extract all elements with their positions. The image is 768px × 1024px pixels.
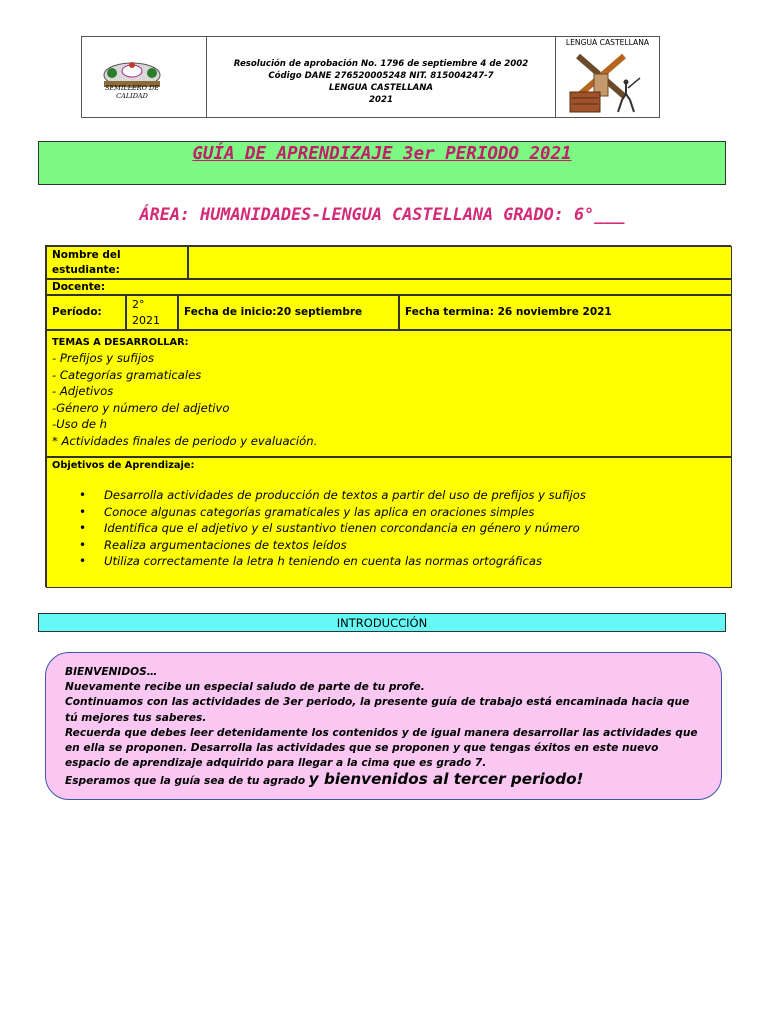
title-banner [38,141,726,185]
header-info-cell [207,37,556,117]
school-seal-text: SEMILLERO DE CALIDAD [104,84,160,100]
topic-item: - Prefijos y sufijos [52,351,155,365]
objective-item: • Identifica que el adjetivo y el sustantivo tienen corcondancia en género y número [52,520,726,537]
resolution-line: Resolución de aprobación No. 1796 de septiembre 4 de 2002 [233,59,529,69]
objectives-label: Objetivos de Aprendizaje: [52,460,195,471]
introduction-heading: INTRODUCCIÓN [38,613,726,632]
objective-item: • Conoce algunas categorías gramaticales y las aplica en oraciones simples [52,504,726,521]
teacher-field: Docente: [46,279,732,295]
windmill-quixote-icon [566,48,646,114]
header-right-cell [556,37,659,117]
objectives-list [52,487,726,570]
student-name-field[interactable] [188,246,732,279]
topics-list [52,350,726,450]
topics-label: TEMAS A DESARROLLAR: [52,337,189,348]
welcome-line: Recuerda que debes leer detenidamente los contenidos y de igual manera desarrollar las actividades que en ella se proponen. Desarrolla las actividades que se proponen y que tengas éxitos en este nuevo espacio de aprendizaje adquirido para llegar a la cima que es grado 7. [65,726,698,770]
objective-item: • Desarrolla actividades de producción de textos a partir del uso de prefijos y sufijos [52,487,726,504]
school-logo-cell [82,37,207,117]
info-table [45,245,731,587]
welcome-line: Continuamos con las actividades de 3er periodo, la presente guía de trabajo está encaminada hacia que tú mejores tus saberes. [65,696,690,724]
year-line: 2021 [369,95,393,105]
topic-item: - Categorías gramaticales [52,367,202,382]
closing-small-text: Esperamos que la guía sea de tu agrado [65,775,309,788]
start-date: Fecha de inicio:20 septiembre [178,295,399,330]
dane-line: Código DANE 276520005248 NIT. 815004247-7 [268,71,494,81]
welcome-message-box [45,652,722,800]
student-label: Nombre del estudiante: [46,246,188,279]
objectives-section [46,457,732,588]
period-value: 2° 2021 [126,295,178,330]
area-grade-line: ÁREA: HUMANIDADES-LENGUA CASTELLANA GRADO: 6°___ [139,204,625,224]
end-date: Fecha termina: 26 noviembre 2021 [399,295,732,330]
topic-item: -Género y número del adjetivo [52,400,230,415]
header-right-label: LENGUA CASTELLANA [565,38,650,47]
school-seal-icon [82,37,207,117]
objective-item: • Realiza argumentaciones de textos leídos [52,537,726,554]
topics-section [46,330,732,457]
welcome-closing [65,772,703,789]
topic-item: - Adjetivos [52,384,114,399]
topic-item: -Uso de h [52,417,108,432]
document-header [81,36,660,118]
objective-item: • Utiliza correctamente la letra h teniendo en cuenta las normas ortográficas [52,553,726,570]
page-title: GUÍA DE APRENDIZAJE 3er PERIODO 2021 [192,144,572,164]
welcome-line: Nuevamente recibe un especial saludo de parte de tu profe. [65,681,425,694]
period-label: Período: [46,295,126,330]
welcome-greeting: BIENVENIDOS… [65,666,158,678]
topic-item: * Actividades finales de periodo y evaluación. [52,433,318,448]
closing-big-text: y bienvenidos al tercer periodo! [308,770,584,789]
subject-line: LENGUA CASTELLANA [328,83,434,93]
